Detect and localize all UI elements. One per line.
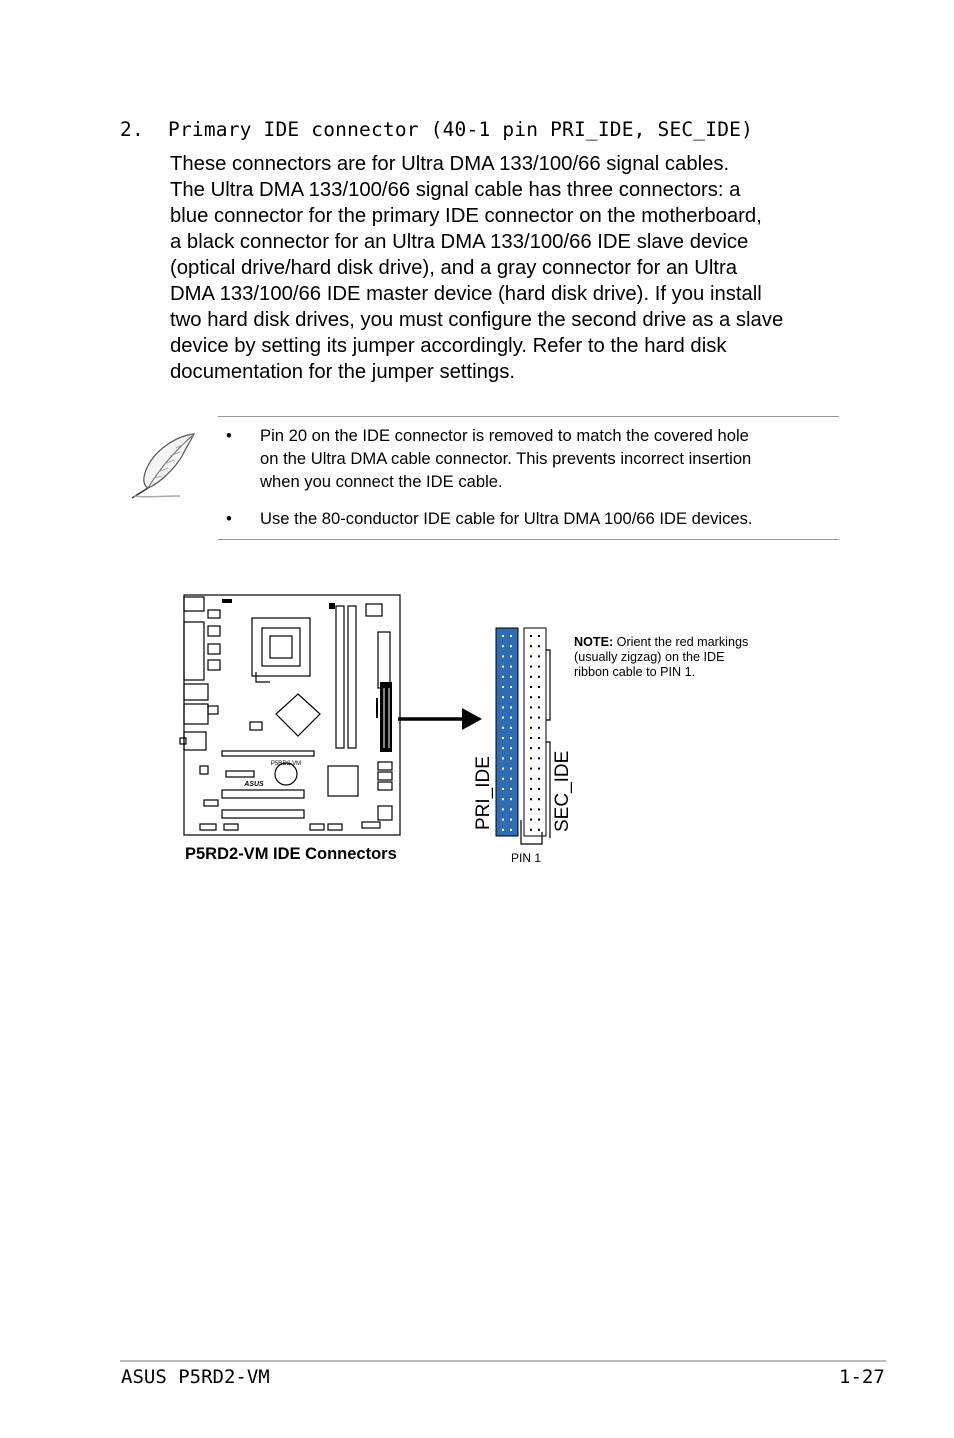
paragraph-line: DMA 133/100/66 IDE master device (hard disk drive). If you install bbox=[170, 283, 762, 305]
connector-pin bbox=[538, 737, 540, 739]
connector-pin bbox=[538, 706, 540, 708]
connector-pin bbox=[510, 706, 512, 708]
connector-pin bbox=[502, 798, 504, 800]
connector-pin bbox=[530, 717, 532, 719]
connector-pin bbox=[530, 686, 532, 688]
footer-rule bbox=[120, 1360, 886, 1362]
sec-ide-label: SEC_IDE bbox=[552, 750, 573, 832]
pin1-label: PIN 1 bbox=[511, 851, 542, 865]
connector-pin bbox=[538, 645, 540, 647]
connector-pin bbox=[538, 798, 540, 800]
figure-note-line: (usually zigzag) on the IDE bbox=[574, 650, 725, 664]
connector-pin bbox=[530, 768, 532, 770]
board-header bbox=[222, 599, 232, 603]
figure-note bbox=[574, 635, 748, 680]
connector-pin bbox=[530, 666, 532, 668]
connector-pin bbox=[510, 666, 512, 668]
connector-pin bbox=[530, 706, 532, 708]
note-item bbox=[226, 424, 836, 493]
connector-pin bbox=[538, 635, 540, 637]
connector-pin bbox=[502, 706, 504, 708]
connector-pin bbox=[502, 686, 504, 688]
connector-pin bbox=[502, 829, 504, 831]
connector-pin bbox=[502, 778, 504, 780]
connector-pin bbox=[510, 788, 512, 790]
connector-pin bbox=[510, 808, 512, 810]
connector-pin bbox=[538, 747, 540, 749]
connector-pin bbox=[502, 655, 504, 657]
connector-pin bbox=[510, 757, 512, 759]
connector-pin bbox=[538, 727, 540, 729]
connector-pin bbox=[530, 655, 532, 657]
connector-pin bbox=[510, 635, 512, 637]
board-model-label: P5RD2-VM bbox=[270, 761, 302, 767]
figure-note-line: Orient the red markings bbox=[613, 635, 749, 649]
connector-pin bbox=[510, 819, 512, 821]
pri-ide-connector bbox=[496, 628, 518, 836]
connector-pin bbox=[510, 645, 512, 647]
connector-pin bbox=[530, 645, 532, 647]
paragraph-line: (optical drive/hard disk drive), and a gray connector for an Ultra bbox=[170, 257, 738, 279]
connector-pin bbox=[538, 808, 540, 810]
note-top-rule bbox=[218, 416, 839, 417]
figure-note-line: ribbon cable to PIN 1. bbox=[574, 665, 696, 679]
connector-pin bbox=[510, 798, 512, 800]
connector-pin bbox=[502, 808, 504, 810]
connector-pin bbox=[502, 768, 504, 770]
paragraph-line: device by setting its jumper accordingly. Refer to the hard disk bbox=[170, 335, 727, 357]
bullet: • bbox=[226, 509, 232, 528]
connector-pin bbox=[502, 676, 504, 678]
connector-pin bbox=[510, 747, 512, 749]
connector-pin bbox=[510, 676, 512, 678]
connector-pin bbox=[510, 737, 512, 739]
paragraph-line: blue connector for the primary IDE connector on the motherboard, bbox=[170, 205, 762, 227]
board-ide-highlight bbox=[380, 682, 394, 752]
footer-product-name: ASUS P5RD2-VM bbox=[121, 1366, 270, 1388]
connector-pin bbox=[530, 829, 532, 831]
connector-pin bbox=[502, 645, 504, 647]
connector-pin bbox=[538, 757, 540, 759]
paragraph-line: two hard disk drives, you must configure the second drive as a slave bbox=[170, 309, 784, 331]
connector-pin bbox=[530, 727, 532, 729]
connector-pin bbox=[538, 819, 540, 821]
connector-pin bbox=[538, 788, 540, 790]
connector-pin bbox=[530, 757, 532, 759]
connector-pin bbox=[530, 696, 532, 698]
sec-ide-connector bbox=[524, 628, 546, 836]
connector-pin bbox=[538, 686, 540, 688]
connector-pin bbox=[502, 727, 504, 729]
connector-pin bbox=[538, 829, 540, 831]
section-number: 2. bbox=[120, 118, 144, 141]
connector-pin bbox=[538, 666, 540, 668]
connector-pin bbox=[502, 717, 504, 719]
connector-pin bbox=[530, 635, 532, 637]
section-heading bbox=[120, 118, 753, 141]
note-line: when you connect the IDE cable. bbox=[260, 472, 503, 491]
footer-page-number: 1-27 bbox=[839, 1366, 885, 1388]
connector-pin bbox=[538, 676, 540, 678]
connector-pin bbox=[538, 696, 540, 698]
connector-pin bbox=[502, 819, 504, 821]
note-item bbox=[226, 507, 836, 530]
connector-pin bbox=[538, 768, 540, 770]
ide-connector-closeup bbox=[490, 620, 560, 852]
quill-pen-icon bbox=[124, 430, 200, 502]
paragraph-line: a black connector for an Ultra DMA 133/100/66 IDE slave device bbox=[170, 231, 749, 253]
connector-pin bbox=[510, 778, 512, 780]
figure-caption: P5RD2-VM IDE Connectors bbox=[185, 845, 397, 863]
connector-pin bbox=[510, 768, 512, 770]
note-line: Pin 20 on the IDE connector is removed to match the covered hole bbox=[260, 426, 749, 445]
paragraph-line: documentation for the jumper settings. bbox=[170, 361, 515, 383]
section-title: Primary IDE connector (40-1 pin PRI_IDE, SEC_IDE) bbox=[168, 118, 754, 141]
connector-pin bbox=[530, 819, 532, 821]
connector-pin bbox=[510, 696, 512, 698]
figure-note-label: NOTE: bbox=[574, 635, 614, 649]
pri-ide-label: PRI_IDE bbox=[473, 756, 494, 830]
note-bottom-rule bbox=[218, 539, 839, 540]
motherboard-layout-diagram bbox=[170, 588, 410, 840]
connector-pin bbox=[530, 788, 532, 790]
paragraph-line: These connectors are for Ultra DMA 133/100/66 signal cables. bbox=[170, 153, 730, 175]
connector-pin bbox=[510, 717, 512, 719]
asus-logo: ASUS bbox=[244, 781, 264, 788]
connector-pin bbox=[538, 717, 540, 719]
connector-pin bbox=[502, 737, 504, 739]
connector-pin bbox=[502, 666, 504, 668]
connector-pin bbox=[510, 655, 512, 657]
connector-pin bbox=[530, 808, 532, 810]
connector-pin bbox=[538, 778, 540, 780]
connector-pin bbox=[502, 788, 504, 790]
connector-pin bbox=[502, 747, 504, 749]
connector-pin bbox=[510, 829, 512, 831]
connector-pin bbox=[530, 676, 532, 678]
connector-pin bbox=[510, 686, 512, 688]
connector-arrow bbox=[398, 702, 484, 738]
connector-pin bbox=[530, 778, 532, 780]
note-line: Use the 80-conductor IDE cable for Ultra DMA 100/66 IDE devices. bbox=[260, 509, 753, 528]
connector-pin bbox=[510, 727, 512, 729]
connector-pin bbox=[538, 655, 540, 657]
connector-pin bbox=[530, 737, 532, 739]
note-line: on the Ultra DMA cable connector. This prevents incorrect insertion bbox=[260, 449, 752, 468]
body-paragraph bbox=[170, 151, 840, 385]
connector-pin bbox=[502, 696, 504, 698]
connector-pin bbox=[502, 635, 504, 637]
paragraph-line: The Ultra DMA 133/100/66 signal cable has three connectors: a bbox=[170, 179, 741, 201]
bullet: • bbox=[226, 426, 232, 445]
connector-pin bbox=[502, 757, 504, 759]
note-list bbox=[226, 424, 836, 530]
connector-pin bbox=[530, 798, 532, 800]
connector-pin bbox=[530, 747, 532, 749]
